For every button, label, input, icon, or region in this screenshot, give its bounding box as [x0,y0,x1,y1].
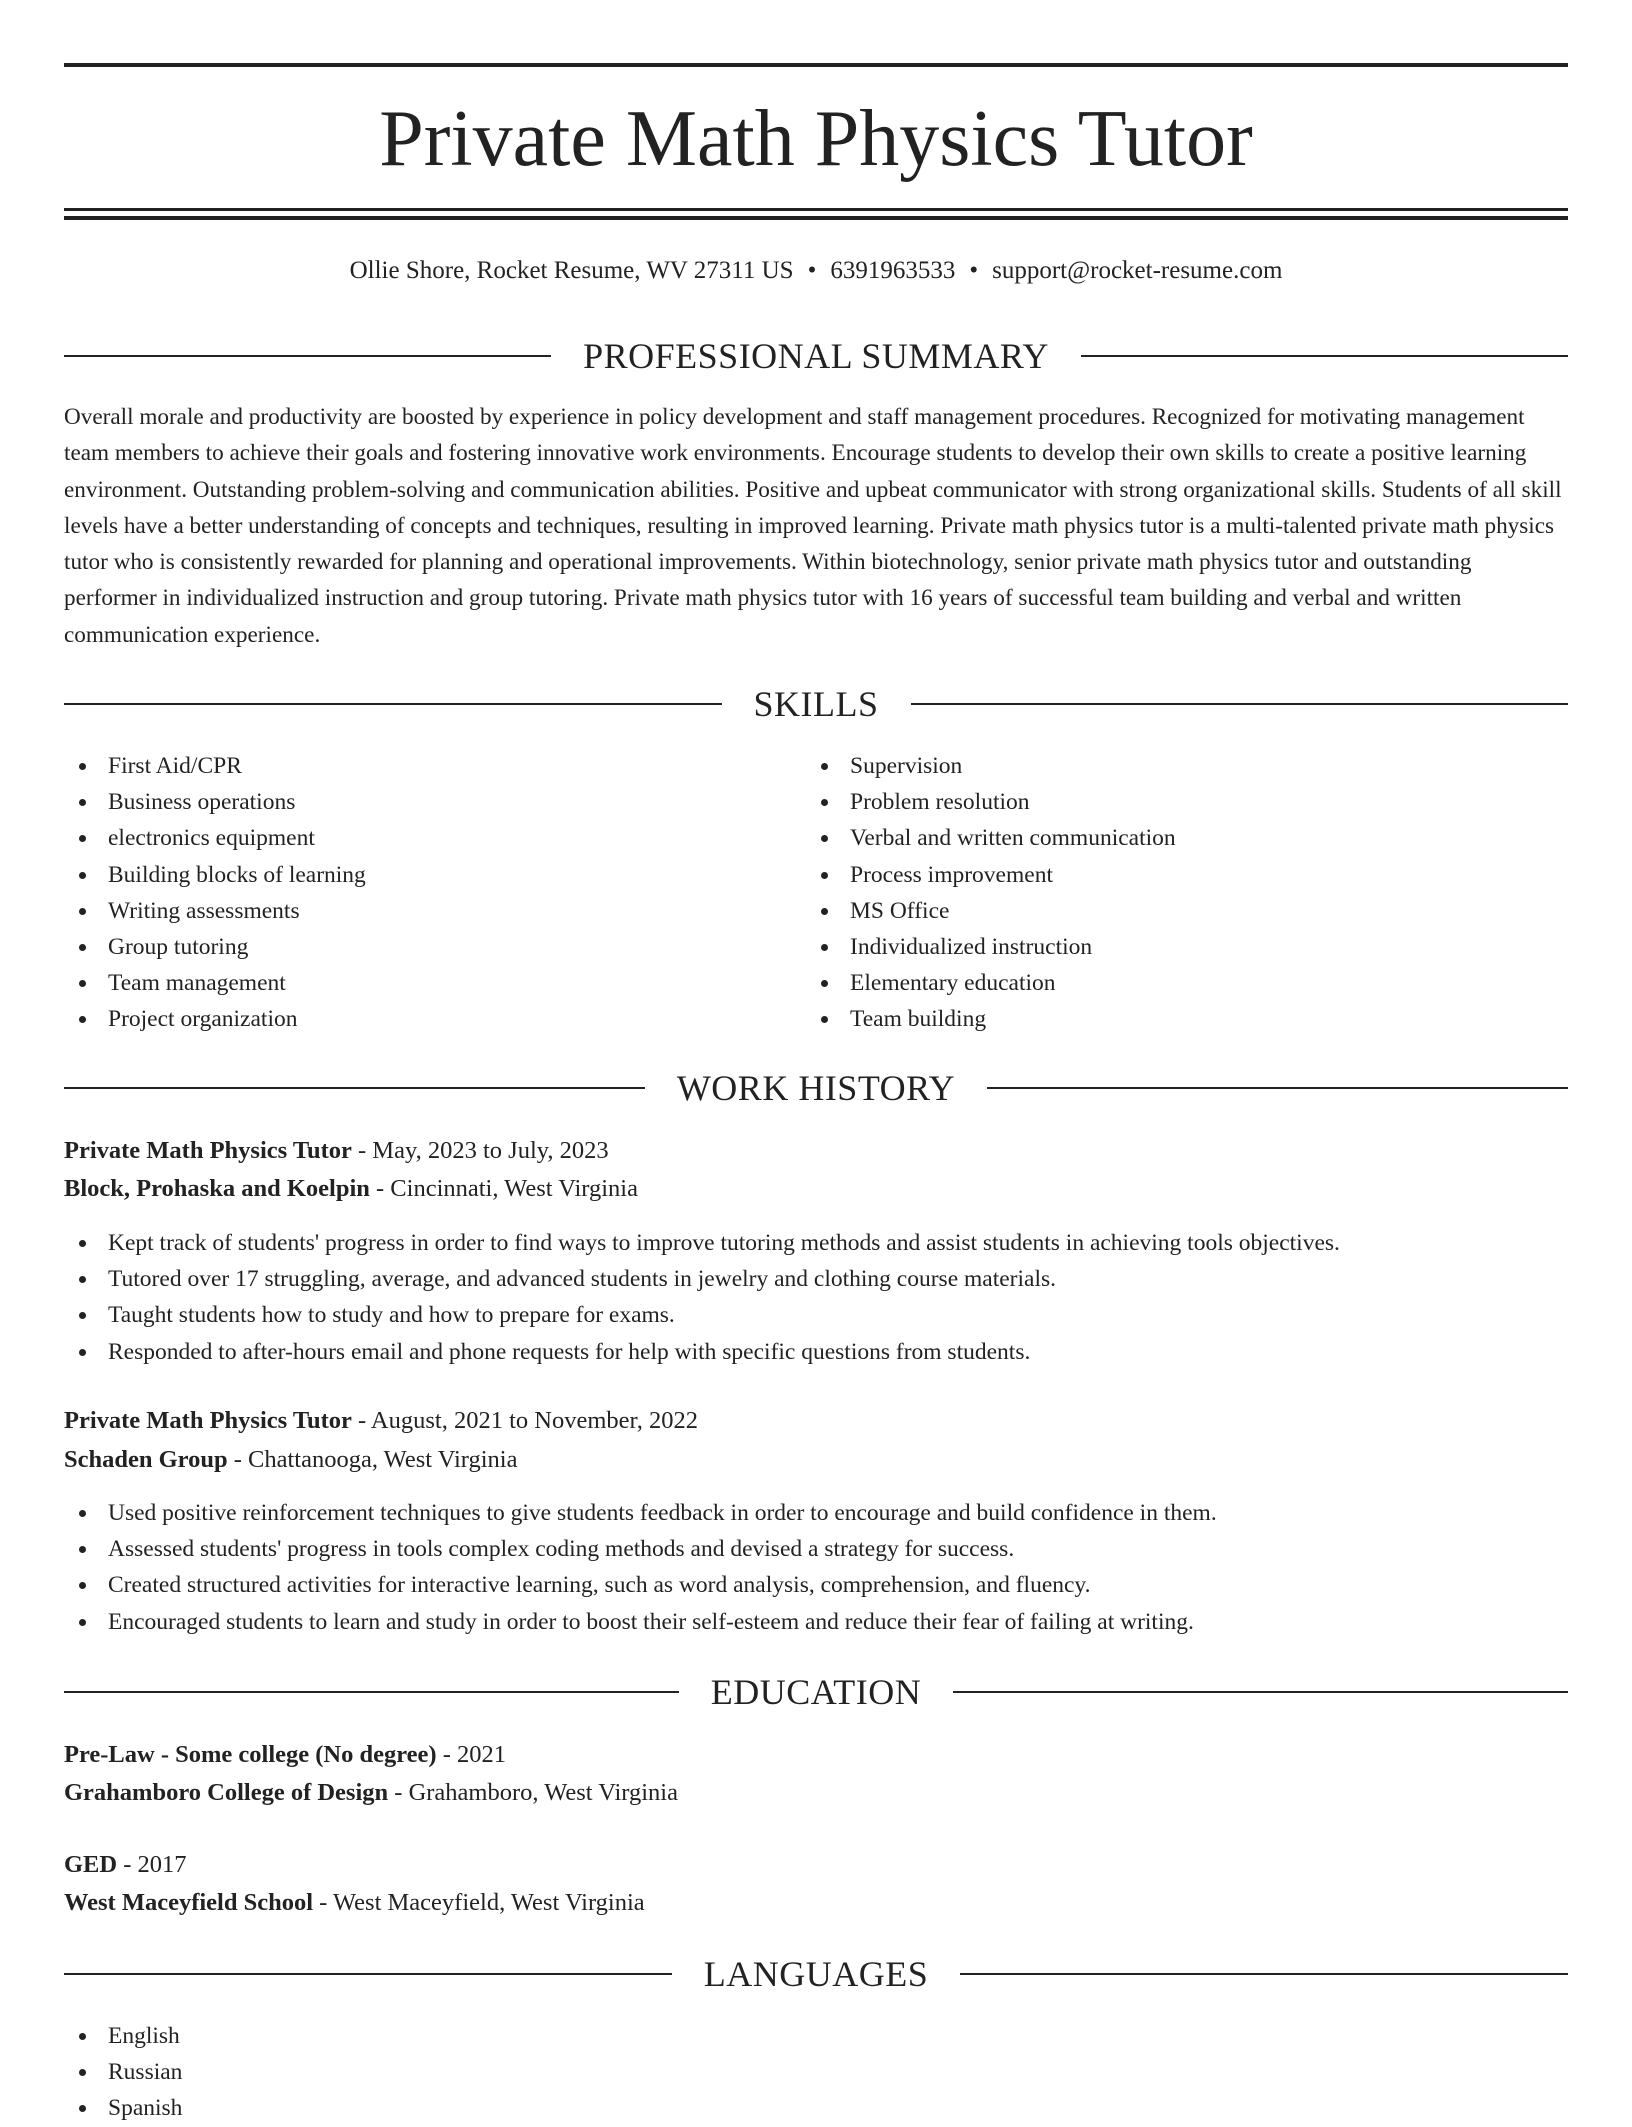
education-year: - 2021 [436,1741,507,1768]
education-school: Grahamboro College of Design [64,1779,389,1806]
section-heading-summary [64,334,1568,378]
job-dates: - May, 2023 to July, 2023 [351,1137,609,1164]
job-duty-item: Assessed students' progress in tools complex coding methods and devised a strategy for success. [64,1531,1568,1567]
education-location: - Grahamboro, West Virginia [388,1779,678,1806]
job-dates: - August, 2021 to November, 2022 [351,1407,698,1434]
skill-item: Team building [806,1001,1506,1037]
education-school-line [64,1775,678,1811]
job-duty-item: Used positive reinforcement techniques to give students feedback in order to encourage and build confidence in them. [64,1495,1568,1531]
header-top-rule [64,63,1568,67]
job-company-line [64,1171,638,1207]
job-duty-item: Taught students how to study and how to prepare for exams. [64,1297,1568,1333]
job-duty-item: Created structured activities for interactive learning, such as word analysis, comprehension, and fluency. [64,1567,1568,1603]
header-bottom-rule [64,208,1568,211]
skill-item: Process improvement [806,857,1506,893]
heading-rule [987,1087,1568,1089]
languages-list [64,2018,1568,2127]
skill-item: Writing assessments [64,893,764,929]
skill-item: Elementary education [806,965,1506,1001]
skill-item: Individualized instruction [806,929,1506,965]
skills-column-left [64,748,764,1038]
job-duty-item: Responded to after-hours email and phone requests for help with specific questions from students. [64,1334,1568,1370]
job-duties-list [64,1225,1568,1370]
language-item: English [64,2018,1568,2054]
job-title-line [64,1403,698,1439]
section-title: WORK HISTORY [676,1068,956,1108]
summary-text: Overall morale and productivity are boosted by experience in policy development and staff management procedures. Recognized for motivating management team members to achieve their goals and fostering innovative work environments. Encourage students to develop their own skills to create a positive learning environment. Outstanding problem-solving and communication abilities. Positive and upbeat communicator with strong organizational skills. Students of all skill levels have a better understanding of concepts and techniques, resulting in improved learning. Private math physics tutor is a multi-talented private math physics tutor who is consistently rewarded for planning and operational improvements. Within biotechnology, senior private math physics tutor and outstanding performer in individualized instruction and group tutoring. Private math physics tutor with 16 years of successful team building and verbal and written communication experience. [64,404,1562,648]
section-title: EDUCATION [710,1672,922,1712]
skill-item: Business operations [64,784,764,820]
contact-address: Ollie Shore, Rocket Resume, WV 27311 US [349,257,794,284]
heading-rule [953,1691,1568,1693]
contact-phone: 6391963533 [830,257,956,284]
resume-title: Private Math Physics Tutor [379,95,1253,183]
skill-item: Problem resolution [806,784,1506,820]
job-duties-list [64,1495,1568,1640]
language-item: Spanish [64,2090,1568,2126]
skill-item: Supervision [806,748,1506,784]
section-title: PROFESSIONAL SUMMARY [583,336,1049,376]
education-school-line [64,1885,645,1921]
contact-separator: • [807,257,817,284]
header-bottom-rule-second [64,216,1568,220]
skills-column-right [806,748,1506,1038]
heading-rule [64,703,722,705]
skills-list-left [64,748,764,1038]
heading-rule [64,1973,672,1975]
contact-email: support@rocket-resume.com [992,257,1283,284]
languages [64,2018,1568,2127]
job-location: - Cincinnati, West Virginia [369,1175,638,1202]
skill-item: Group tutoring [64,929,764,965]
section-title: LANGUAGES [703,1954,929,1994]
heading-rule [1081,355,1568,357]
job-duty-item: Tutored over 17 struggling, average, and advanced students in jewelry and clothing course materials. [64,1261,1568,1297]
education-degree: Pre-Law - Some college (No degree) [64,1741,437,1768]
education-degree-line [64,1847,187,1883]
skill-item: Project organization [64,1001,764,1037]
contact-separator: • [969,257,979,284]
education-degree: GED [64,1851,118,1878]
education-school: West Maceyfield School [64,1889,314,1916]
skills-list-right [806,748,1506,1038]
job-location: - Chattanooga, West Virginia [227,1446,518,1473]
contact-line [64,254,1568,288]
job-title: Private Math Physics Tutor [64,1137,352,1164]
job-title: Private Math Physics Tutor [64,1407,352,1434]
heading-rule [64,1691,679,1693]
skill-item: Team management [64,965,764,1001]
job-duties [64,1225,1568,1370]
job-company: Schaden Group [64,1446,228,1473]
section-title: SKILLS [753,684,879,724]
skill-item: electronics equipment [64,820,764,856]
job-title-line [64,1133,609,1169]
skill-item: Building blocks of learning [64,857,764,893]
skill-item: First Aid/CPR [64,748,764,784]
job-duties [64,1495,1568,1640]
section-heading-work-history [64,1066,1568,1110]
job-company: Block, Prohaska and Koelpin [64,1175,370,1202]
job-duty-item: Kept track of students' progress in order to find ways to improve tutoring methods and assist students in achieving tools objectives. [64,1225,1568,1261]
education-degree-line [64,1737,506,1773]
job-duty-item: Encouraged students to learn and study in order to boost their self-esteem and reduce their fear of failing at writing. [64,1604,1568,1640]
job-company-line [64,1442,517,1478]
heading-rule [960,1973,1568,1975]
language-item: Russian [64,2054,1568,2090]
heading-rule [64,1087,645,1089]
skill-item: Verbal and written communication [806,820,1506,856]
education-year: - 2017 [117,1851,187,1878]
skill-item: MS Office [806,893,1506,929]
section-heading-skills [64,682,1568,726]
section-heading-languages [64,1952,1568,1996]
education-location: - West Maceyfield, West Virginia [313,1889,645,1916]
section-heading-education [64,1670,1568,1714]
heading-rule [911,703,1569,705]
heading-rule [64,355,551,357]
